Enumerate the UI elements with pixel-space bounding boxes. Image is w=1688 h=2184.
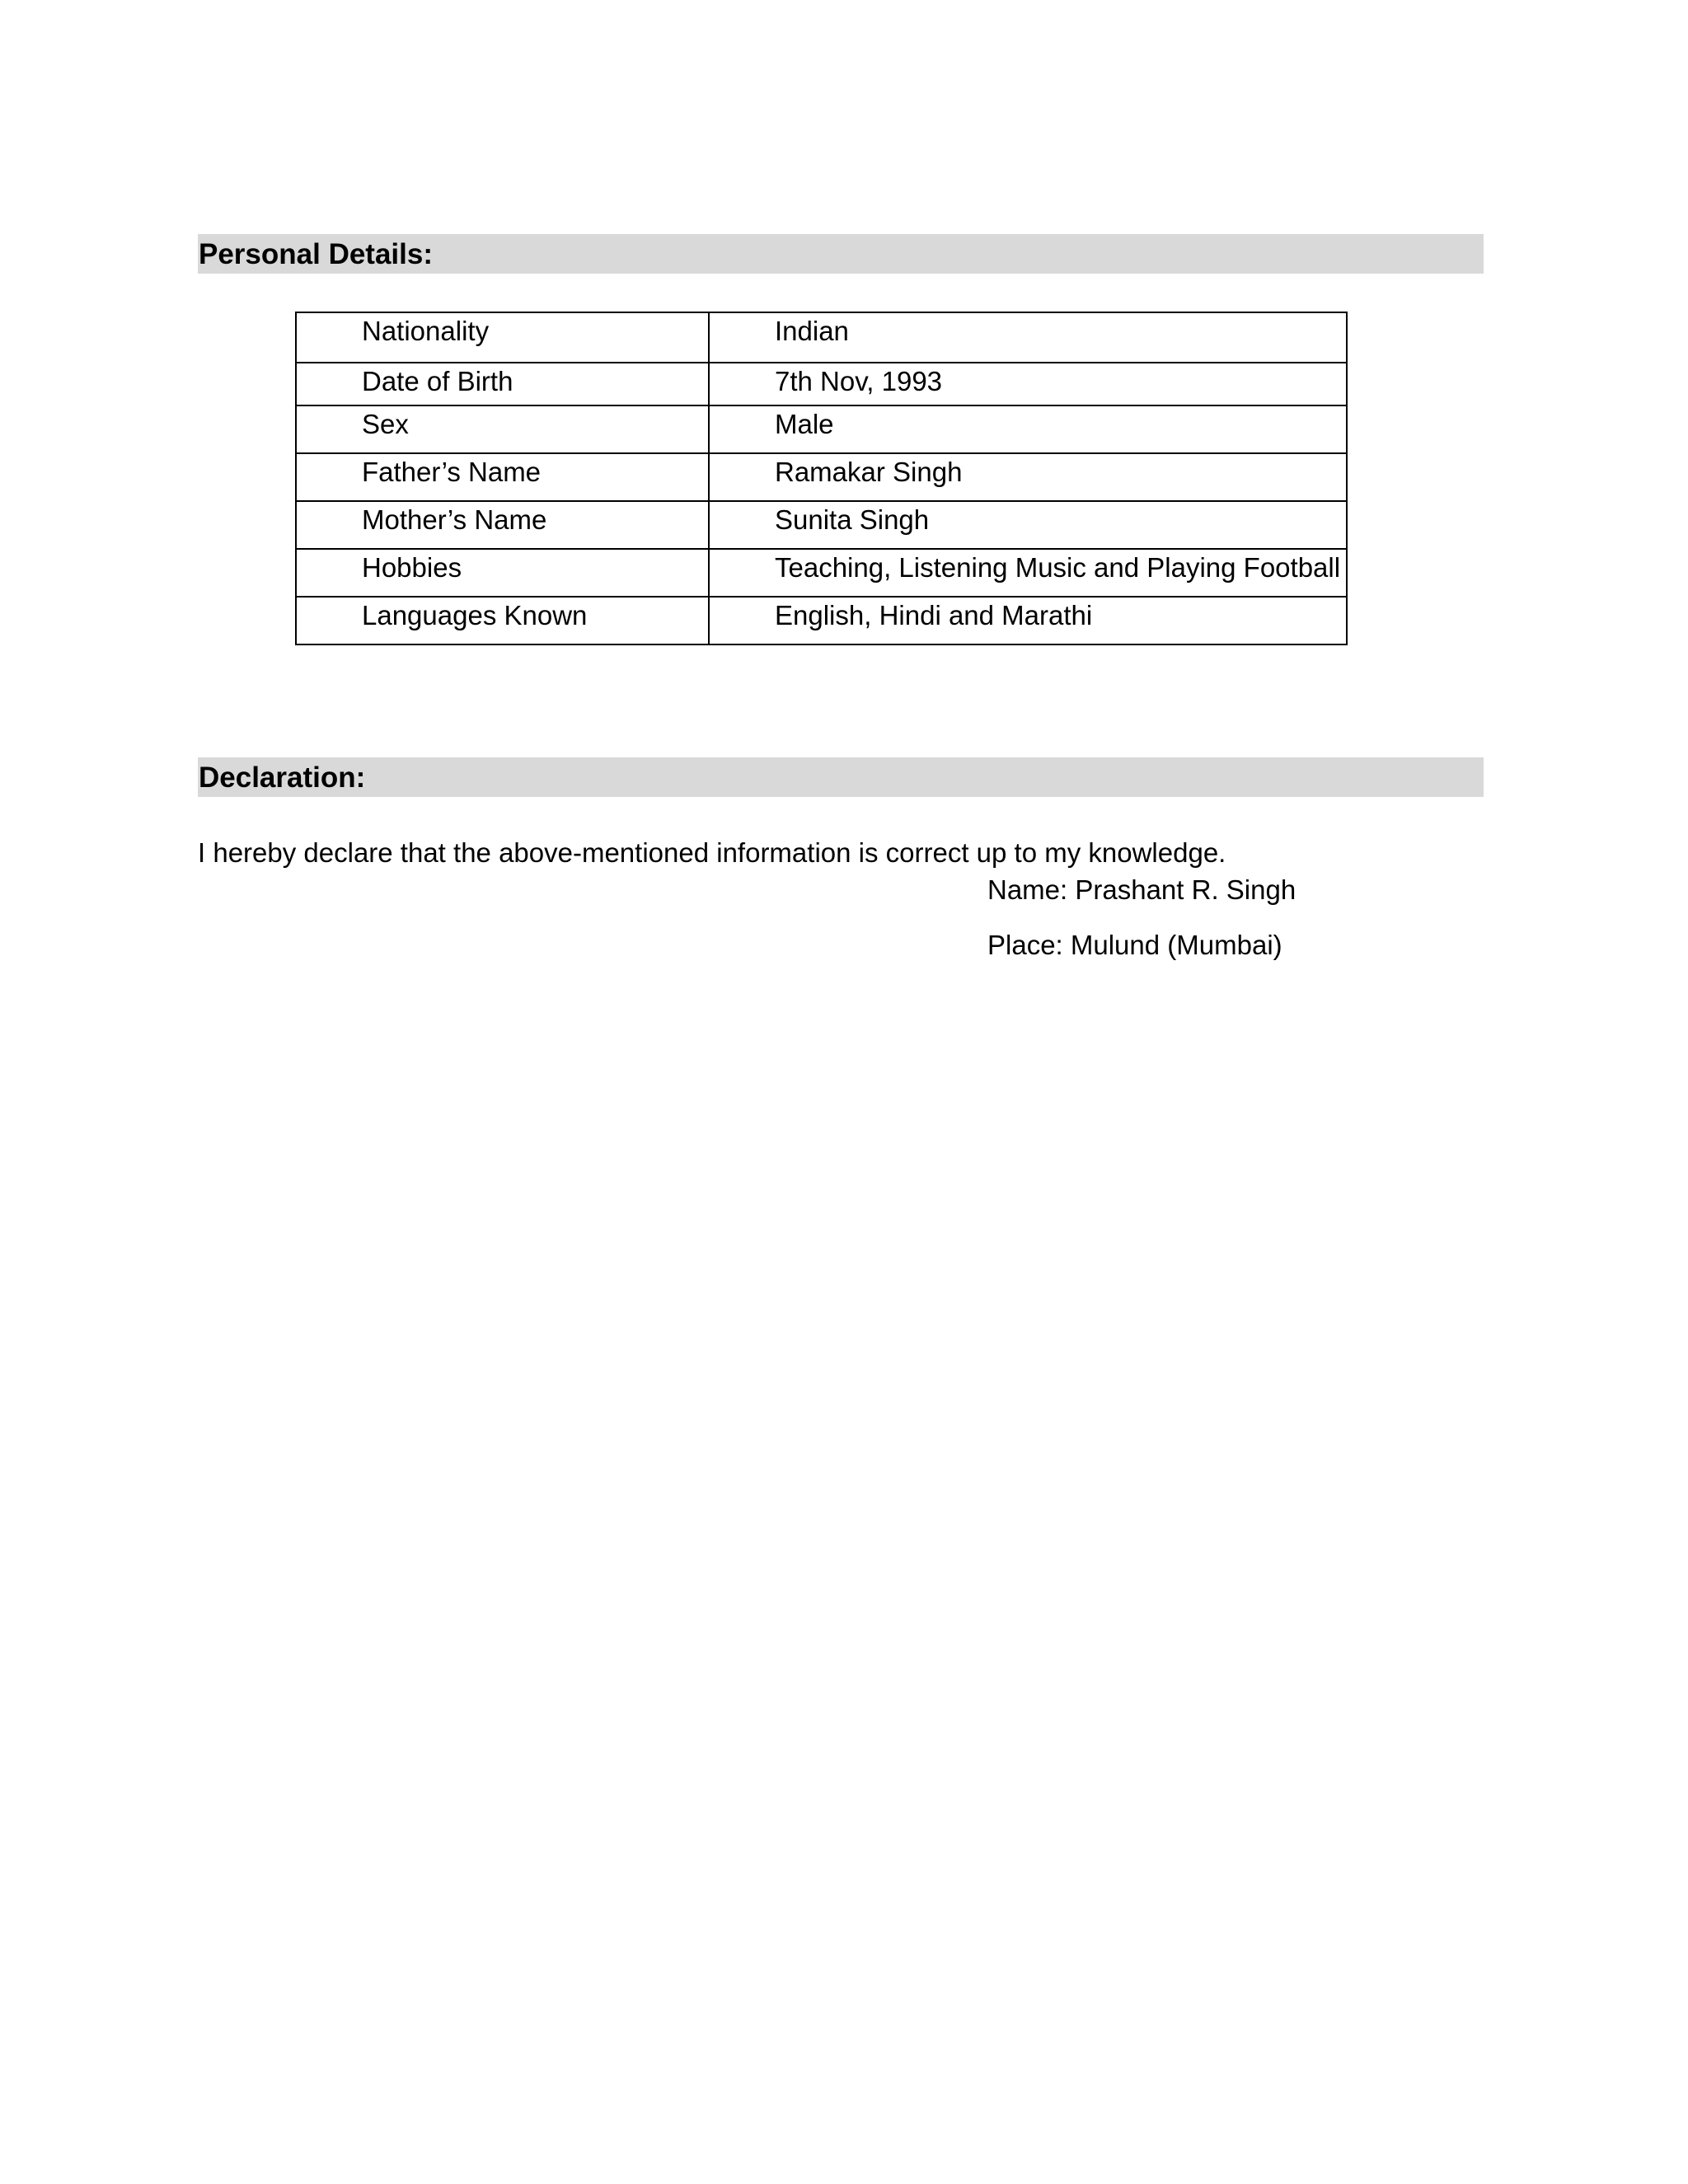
table-row <box>296 363 1347 405</box>
row-value: Indian <box>709 312 1347 363</box>
table-row <box>296 405 1347 453</box>
row-value: Teaching, Listening Music and Playing Football <box>709 549 1347 597</box>
row-value: 7th Nov, 1993 <box>709 363 1347 405</box>
row-label: Date of Birth <box>296 363 709 405</box>
row-label: Hobbies <box>296 549 709 597</box>
signature-place: Place: Mulund (Mumbai) <box>987 930 1282 960</box>
row-value: English, Hindi and Marathi <box>709 597 1347 644</box>
table-row <box>296 597 1347 644</box>
declaration-text: I hereby declare that the above-mentioned information is correct up to my knowledge. <box>198 837 1226 868</box>
row-label: Mother’s Name <box>296 501 709 549</box>
personal-details-heading: Personal Details: <box>198 234 1484 274</box>
declaration-heading: Declaration: <box>198 757 1484 797</box>
row-value: Sunita Singh <box>709 501 1347 549</box>
row-label: Father’s Name <box>296 453 709 501</box>
table-row <box>296 453 1347 501</box>
row-value: Ramakar Singh <box>709 453 1347 501</box>
table-row <box>296 549 1347 597</box>
table-row <box>296 501 1347 549</box>
row-value: Male <box>709 405 1347 453</box>
personal-details-table <box>295 312 1348 645</box>
row-label: Sex <box>296 405 709 453</box>
row-label: Languages Known <box>296 597 709 644</box>
table-row <box>296 312 1347 363</box>
row-label: Nationality <box>296 312 709 363</box>
signature-name: Name: Prashant R. Singh <box>987 874 1296 905</box>
